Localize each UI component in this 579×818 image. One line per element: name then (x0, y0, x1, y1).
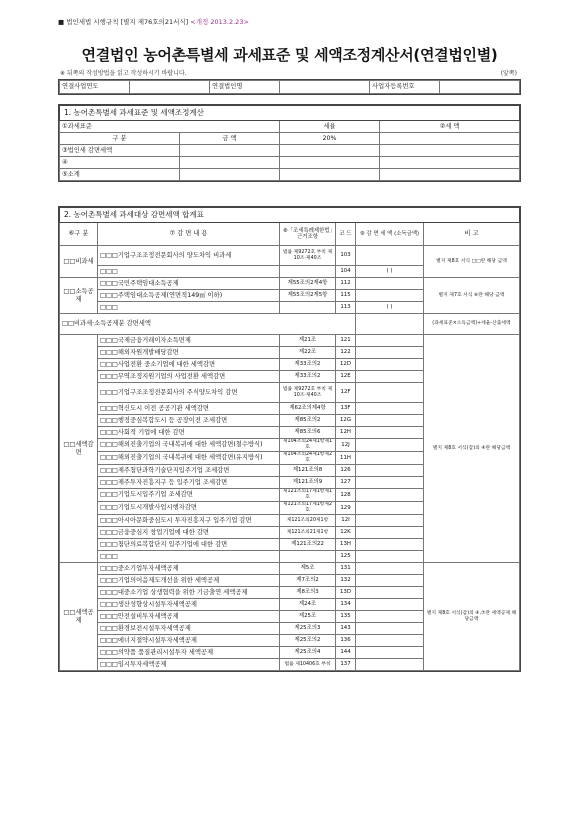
reduction-amount-field[interactable] (356, 290, 424, 302)
reduction-amount-field[interactable] (356, 489, 424, 502)
law-basis (280, 302, 336, 314)
law-basis: 제25조 (280, 611, 336, 623)
form-number: ■ 법인세법 시행규칙 [별지 제76호의21서식] (58, 18, 189, 26)
code-value: 12E (336, 371, 356, 383)
corp-tax-reduction-amount[interactable] (180, 145, 280, 157)
reduction-amount-field[interactable]: ( ) (356, 302, 424, 314)
code-value: 112 (336, 278, 356, 290)
tax-base-label: ①과세표준 (60, 121, 280, 133)
law-basis: 제85조의6 (280, 427, 336, 439)
reduction-item: □□□주택임대소득공제(연면적149㎡ 이하) (98, 290, 280, 302)
law-basis (280, 266, 336, 278)
code-value: 132 (336, 575, 356, 587)
reduction-item: □□□의약품 품질관리시설투자 세액공제 (98, 647, 280, 659)
subtotal-amount[interactable] (180, 169, 280, 181)
code-value: 104 (336, 266, 356, 278)
reduction-amount-field[interactable] (356, 278, 424, 290)
reduction-item: □□□기업구조조정전문회사의 주식양도차익 감면 (98, 383, 280, 403)
code-value: 128 (336, 489, 356, 502)
reduction-amount-field[interactable] (356, 611, 424, 623)
business-reg-field[interactable] (440, 81, 520, 94)
reduction-item: □□□환경보전시설투자세액공제 (98, 623, 280, 635)
reduction-item: □□□ (98, 266, 280, 278)
group-label-g5: □□세액공제 (60, 563, 98, 671)
group-label-g1: □□비과세 (60, 246, 98, 278)
law-basis: 법률 제9272호 부칙 제10조·제40조 (280, 383, 336, 403)
reduction-item: □□□금융중심지 창업기업에 대한 감면 (98, 527, 280, 539)
reduction-item: □□□사회적 기업에 대한 감면 (98, 427, 280, 439)
law-basis: 법률 제10406호 부칙 (280, 659, 336, 671)
reduction-amount-field[interactable] (356, 359, 424, 371)
law-basis: 제24조 (280, 599, 336, 611)
reduction-item: □□□첨단의료복합단지 입주기업에 대한 감면 (98, 539, 280, 551)
reduction-item: □□□혁신도시 이전 공공기관 세액감면 (98, 403, 280, 415)
reduction-amount-field[interactable] (356, 371, 424, 383)
reduction-amount-field[interactable] (356, 539, 424, 551)
reduction-amount-field[interactable] (356, 502, 424, 515)
tax-amount-field[interactable] (380, 133, 520, 145)
reduction-item: □□□국제금융거래이자소득면제 (98, 335, 280, 347)
reduction-item: □□□대중소기업 상생협력을 위한 기금출연 세액공제 (98, 587, 280, 599)
code-value: 135 (336, 611, 356, 623)
reduction-amount-field[interactable]: ( ) (356, 266, 424, 278)
law-basis: 제21조 (280, 335, 336, 347)
reduction-item: □□□에너지절약시설투자세액공제 (98, 635, 280, 647)
law-basis: 제121조의22 (280, 539, 336, 551)
group-label-g4: □□세액감면 (60, 335, 98, 563)
reduction-amount-field[interactable] (356, 465, 424, 477)
rate-value: 20% (280, 133, 380, 145)
reduction-item: □□□해외진출기업의 국내복귀에 대한 세액감면(유지방식) (98, 452, 280, 465)
col-content-header: ⑦ 감 면 내 용 (98, 223, 280, 246)
subtotal-label: ⑤소계 (60, 169, 180, 181)
code-value: 12K (336, 527, 356, 539)
law-basis: 제25조의3 (280, 623, 336, 635)
revision-note[interactable]: <개정 2013.2.23> (190, 18, 249, 26)
group-label-g2: □□소득공제 (60, 278, 98, 314)
remarks-g2: 별지 제7호 서식 ⑥란 해당 금액 (424, 278, 520, 314)
reduction-amount-field[interactable] (356, 527, 424, 539)
reduction-amount-field[interactable] (356, 635, 424, 647)
code-value: 13H (336, 539, 356, 551)
form-header-note (58, 17, 249, 26)
reduction-item: □□□해외자원개발배당감면 (98, 347, 280, 359)
table-row (60, 278, 520, 290)
law-basis: 제55조의2제5항 (280, 290, 336, 302)
table-row (60, 563, 520, 575)
reduction-amount-field[interactable] (356, 551, 424, 563)
reduction-amount-field[interactable] (356, 427, 424, 439)
reduction-item: □□□중소기업투자세액공제 (98, 563, 280, 575)
remarks-g5: 별지 제8호 서식(갑)의 ④,⑦란 세액공제 해당금액 (424, 563, 520, 671)
section-1-title: 1. 농어촌특별세 과세표준 및 세액조정계산 (60, 106, 520, 121)
page-side-label: (앞쪽) (500, 70, 517, 77)
code-value: 143 (336, 623, 356, 635)
corporation-name-field[interactable] (280, 81, 370, 94)
reduction-amount-field[interactable] (356, 659, 424, 671)
row-4-label: ④ (60, 157, 180, 169)
table-row (60, 314, 520, 335)
consolidated-year-label: 연결사업연도 (60, 81, 130, 94)
reduction-amount-field[interactable] (356, 623, 424, 635)
code-value: 12F (336, 383, 356, 403)
reduction-item: □□□행정중심복합도시 등 공장이전 조세감면 (98, 415, 280, 427)
law-basis: 제8조의3 (280, 587, 336, 599)
law-basis: 제121조의17제1항제1호 (280, 489, 336, 502)
reduction-item: □□□제주투자진흥지구 등 입주기업 조세감면 (98, 477, 280, 489)
reduction-item: □□□기업의어음제도개선을 위한 세액공제 (98, 575, 280, 587)
code-value: 134 (336, 599, 356, 611)
reduction-amount-field[interactable] (356, 383, 424, 403)
col-law-header: ⑧「조세특례제한법」근거조항 (280, 223, 336, 246)
reduction-amount-field[interactable] (356, 439, 424, 452)
consolidated-year-field[interactable] (130, 81, 210, 94)
business-reg-label: 사업자등록번호 (370, 81, 440, 94)
section-1 (58, 104, 521, 182)
code-value: 136 (336, 635, 356, 647)
col-reduction-header: ⑨ 감 면 세 액 (소득금액) (356, 223, 424, 246)
category-label: 구 분 (60, 133, 180, 145)
reduction-amount-field[interactable] (356, 477, 424, 489)
code-value: 137 (336, 659, 356, 671)
law-basis: 제62조의제4항 (280, 403, 336, 415)
code-value: 11H (336, 452, 356, 465)
reduction-amount-field[interactable] (356, 335, 424, 347)
reduction-amount-field[interactable] (356, 452, 424, 465)
remarks-g4: 별지 제8호 서식(갑)의 ④란 해당금액 (424, 335, 520, 563)
corp-tax-reduction-label: ③법인세 감면세액 (60, 145, 180, 157)
table-row (60, 335, 520, 347)
reduction-item: □□□ (98, 302, 280, 314)
code-value: 122 (336, 347, 356, 359)
reduction-item: □□□기업구조조정전문회사의 양도차익 비과세 (98, 246, 280, 266)
exempt-deduction-reduction-label: □□비과세·소득공제분 감면세액 (60, 314, 356, 335)
code-value: 12H (336, 427, 356, 439)
code-value: 131 (336, 563, 356, 575)
reduction-item: □□□생산성향상시설투자세액공제 (98, 599, 280, 611)
reduction-amount-field[interactable] (356, 587, 424, 599)
corporation-info-row (58, 79, 521, 95)
code-value: 121 (336, 335, 356, 347)
law-basis: 법률 제9272호 부칙 제10조·제40조 (280, 246, 336, 266)
col-remarks-header: 비 고 (424, 223, 520, 246)
code-value: 144 (336, 647, 356, 659)
reduction-amount-field[interactable] (356, 415, 424, 427)
reduction-amount-field[interactable] (356, 647, 424, 659)
reduction-item: □□□해외진출기업의 국내복귀에 대한 세액감면(철수방식) (98, 439, 280, 452)
law-basis: 제121조의17제1항제2호 (280, 502, 336, 515)
reduction-amount-field[interactable] (356, 347, 424, 359)
col-code-header: 코 드 (336, 223, 356, 246)
col-category-header: ⑥구 분 (60, 223, 98, 246)
remarks-g1: 별지 제8호 서식 □□란 해당 금액 (424, 246, 520, 278)
code-value: 12J (336, 439, 356, 452)
code-value: 126 (336, 465, 356, 477)
tax-rate-label: 세율 (280, 121, 380, 133)
code-value: 13D (336, 587, 356, 599)
code-value: 127 (336, 477, 356, 489)
reduction-item: □□□기업도시개발사업시행자감면 (98, 502, 280, 515)
code-value: 13F (336, 403, 356, 415)
table-row (60, 246, 520, 266)
law-basis: 제104조의24제1항제1호 (280, 439, 336, 452)
law-basis: 제121조의8 (280, 465, 336, 477)
code-value: 129 (336, 502, 356, 515)
law-basis: 제121조의20제1항 (280, 515, 336, 527)
code-value: 113 (336, 302, 356, 314)
instruction-note: ※ 뒤쪽의 작성방법을 읽고 작성하시기 바랍니다. (60, 70, 187, 77)
law-basis: 제104조의24제1항제2호 (280, 452, 336, 465)
reduction-item: □□□제주첨단과학기술단지입주기업 조세감면 (98, 465, 280, 477)
reduction-item: □□□아시아문화중심도시 투자진흥지구 입주기업 감면 (98, 515, 280, 527)
code-value: 125 (336, 551, 356, 563)
code-value: 115 (336, 290, 356, 302)
section-2-title: 2. 농어촌특별세 과세대상 감면세액 합계표 (60, 208, 520, 223)
reduction-amount-field[interactable] (356, 515, 424, 527)
code-value: 103 (336, 246, 356, 266)
reduction-item: □□□무역조정지원기업의 사업전환 세액감면 (98, 371, 280, 383)
law-basis: 제33조의2 (280, 359, 336, 371)
reduction-amount-field[interactable] (356, 563, 424, 575)
reduction-item: □□□안전설비투자세액공제 (98, 611, 280, 623)
row-4-amount[interactable] (180, 157, 280, 169)
reduction-amount-field[interactable] (356, 599, 424, 611)
law-basis (280, 551, 336, 563)
amount-label: 금 액 (180, 133, 280, 145)
reduction-amount-field[interactable] (356, 246, 424, 266)
tax-amount-label: ②세 액 (380, 121, 520, 133)
reduction-amount-field[interactable] (356, 575, 424, 587)
law-basis: 제85조의2 (280, 415, 336, 427)
reduction-item: □□□기업도시입주기업 조세감면 (98, 489, 280, 502)
reduction-item: □□□국민주택임대소득공제 (98, 278, 280, 290)
remarks-g3: (과세표준×소득금액)÷세율-산출세액 (424, 314, 520, 335)
law-basis: 제33조의2 (280, 371, 336, 383)
law-basis: 제25조의4 (280, 647, 336, 659)
corporation-name-label: 연결법인명 (210, 81, 280, 94)
law-basis: 제22조 (280, 347, 336, 359)
law-basis: 제121조의9 (280, 477, 336, 489)
exempt-deduction-reduction-amount[interactable] (356, 314, 424, 335)
reduction-item: □□□ (98, 551, 280, 563)
reduction-item: □□□임시투자세액공제 (98, 659, 280, 671)
law-basis: 제25조의2 (280, 635, 336, 647)
law-basis: 제7조의2 (280, 575, 336, 587)
code-value: 12D (336, 359, 356, 371)
law-basis: 제121조의21제1항 (280, 527, 336, 539)
reduction-amount-field[interactable] (356, 403, 424, 415)
code-value: 12I (336, 515, 356, 527)
law-basis: 제55조의2제4항 (280, 278, 336, 290)
page-title: 연결법인 농어촌특별세 과세표준 및 세액조정계산서(연결법인별) (81, 46, 498, 64)
reduction-item: □□□사업전환 중소기업에 대한 세액감면 (98, 359, 280, 371)
section-2 (58, 206, 521, 672)
code-value: 12G (336, 415, 356, 427)
law-basis: 제5조 (280, 563, 336, 575)
